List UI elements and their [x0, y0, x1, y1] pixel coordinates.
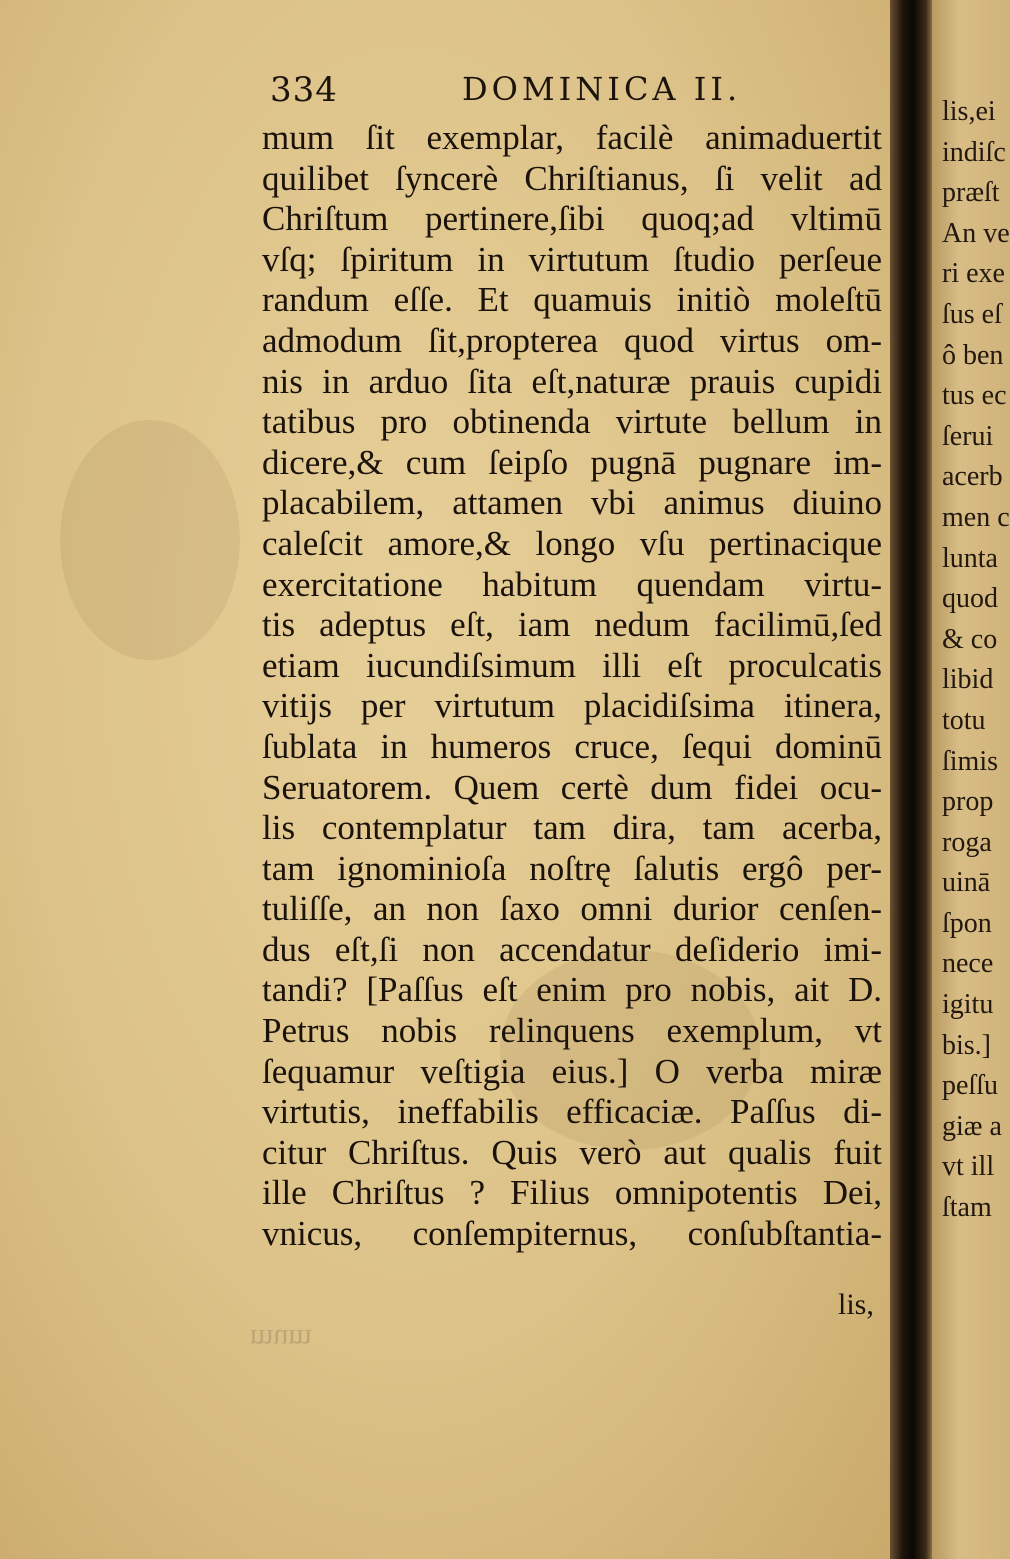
text-line: ille Chriſtus ? Filius omnipotentis Dei, — [262, 1173, 882, 1213]
page-header — [270, 70, 890, 120]
facing-text-line: totu — [942, 704, 986, 736]
facing-text-line: ô ben — [942, 339, 1004, 371]
facing-text-line: acerb — [942, 461, 1003, 493]
facing-text-line: libid — [942, 664, 994, 696]
facing-text-line: nece — [942, 948, 994, 980]
text-line: admodum ſit,propterea quod virtus om- — [262, 320, 882, 360]
facing-text-line: tus ec — [942, 380, 1007, 412]
bleed-through-text: mum — [250, 1323, 312, 1356]
text-line: tatibus pro obtinenda virtute bellum in — [262, 402, 882, 442]
facing-text-line: bis.] — [942, 1029, 991, 1061]
text-line: Chriſtum pertinere,ſibi quoq;ad vltimū — [262, 199, 882, 239]
facing-text-line: uinā — [942, 867, 991, 899]
page-number: 334 — [270, 70, 338, 110]
book-gutter — [890, 0, 932, 1559]
facing-text-line: giæ a — [942, 1110, 1002, 1142]
facing-text-line: lis,ei — [942, 96, 996, 127]
facing-page-text — [942, 92, 1010, 1229]
text-line: tuliſſe, an non ſaxo omni durior cenſen- — [262, 889, 882, 929]
text-line: ſequamur veſtigia eius.] O verba miræ — [262, 1051, 882, 1091]
text-line: randum eſſe. Et quamuis initiò moleſtū — [262, 280, 882, 320]
facing-text-line: An ve — [942, 217, 1010, 249]
body-text — [262, 118, 882, 1255]
text-line: dicere,& cum ſeipſo pugnā pugnare im- — [262, 442, 882, 482]
text-line: quilibet ſyncerè Chriſtianus, ſi velit ad — [262, 158, 882, 198]
text-line: placabilem, attamen vbi animus diuino — [262, 483, 882, 523]
facing-text-line: peſſu — [942, 1070, 998, 1102]
text-line: lis contemplatur tam dira, tam acerba, — [262, 808, 882, 848]
facing-text-line: indiſc — [942, 136, 1006, 168]
text-line: tandi? [Paſſus eſt enim pro nobis, ait D. — [262, 970, 882, 1010]
facing-text-line: prop — [942, 786, 994, 818]
facing-text-line: vt ill — [942, 1151, 995, 1183]
running-head: DOMINICA II. — [462, 70, 742, 108]
facing-text-line: ſimis — [942, 745, 999, 777]
text-line: ſublata in humeros cruce, ſequi dominū — [262, 726, 882, 766]
text-line: tam ignominioſa noſtrę ſalutis ergô per- — [262, 848, 882, 888]
facing-text-line: præſt — [942, 177, 1000, 209]
paper-stain — [60, 420, 240, 660]
text-line: vſq; ſpiritum in virtutum ſtudio perſeue — [262, 239, 882, 279]
text-line: nis in arduo ſita eſt,naturæ prauis cupidi — [262, 361, 882, 401]
text-line: Petrus nobis relinquens exemplum, vt — [262, 1011, 882, 1051]
text-line: dus eſt,ſi non accendatur deſiderio imi- — [262, 929, 882, 969]
facing-text-line: igitu — [942, 989, 994, 1021]
text-line: tis adeptus eſt, iam nedum facilimū,ſed — [262, 605, 882, 645]
text-line: citur Chriſtus. Quis verò aut qualis fuit — [262, 1132, 882, 1172]
facing-text-line: roga — [942, 826, 992, 858]
facing-text-line: quod — [942, 583, 998, 615]
text-line: caleſcit amore,& longo vſu pertinacique — [262, 523, 882, 563]
facing-text-line: & co — [942, 623, 998, 655]
text-line: virtutis, ineffabilis efficaciæ. Paſſus di- — [262, 1092, 882, 1132]
text-line: vitijs per virtutum placidiſsima itinera, — [262, 686, 882, 726]
text-line: exercitatione habitum quendam virtu- — [262, 564, 882, 604]
facing-text-line: men c — [942, 501, 1010, 533]
text-line: vnicus, conſempiternus, conſubſtantia- — [262, 1214, 882, 1254]
facing-text-line: ri exe — [942, 258, 1005, 290]
facing-text-line: ſerui — [942, 420, 994, 452]
facing-text-line: ſtam — [942, 1192, 992, 1224]
facing-text-line: ſpon — [942, 907, 992, 939]
text-line: mum ſit exemplar, facilè animaduertit — [262, 118, 882, 157]
facing-text-line: ſus eſ — [942, 298, 1002, 330]
text-line: Seruatorem. Quem certè dum fidei ocu- — [262, 767, 882, 807]
catchword: lis, — [838, 1288, 874, 1321]
text-line: etiam iucundiſsimum illi eſt proculcatis — [262, 645, 882, 685]
facing-text-line: lunta — [942, 542, 998, 574]
